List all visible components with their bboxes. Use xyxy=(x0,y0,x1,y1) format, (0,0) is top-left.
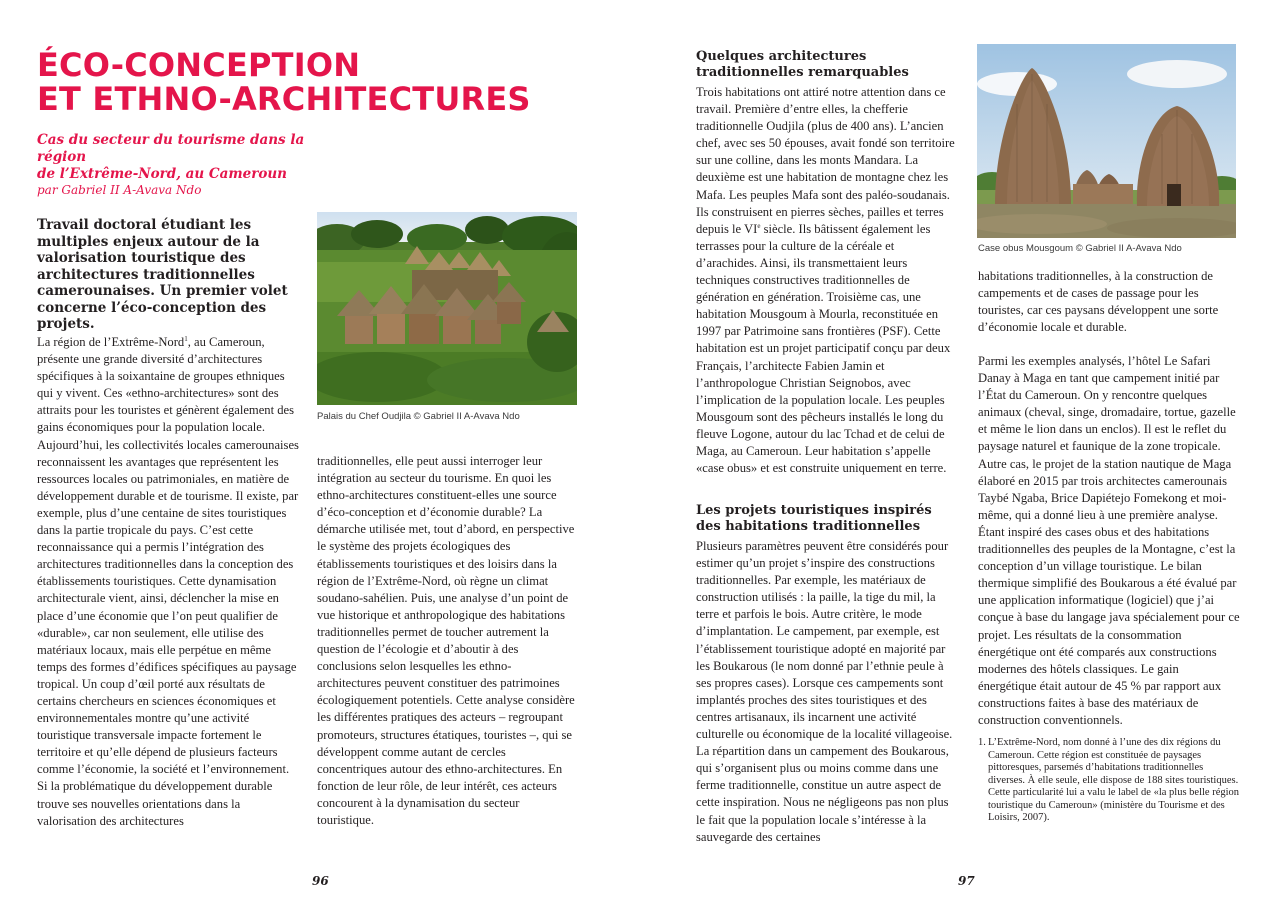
village-photo xyxy=(317,212,577,405)
article-title xyxy=(37,48,597,116)
body-column-4-part-2: Parmi les exemples analysés, l’hôtel Le Safari Danay à Maga en tant que campement initié par l’État du Cameroun. On y rencontre quelques animaux (cheval, singe, dromadaire, tortue, gazelle et même le lion dans un enclos). Il est le reflet du paysage naturel et faunique de la zone tropicale. Autre cas, le projet de la station nautique de Maga élaboré en 2015 par trois architectes camerounais Taybé Ngaba, Brice Dapiétejo Fomekong et moi-même, qui a donné lieu à une première analyse. Étant inspiré des cases obus et des habitations traditionnelles des peuples de la Montagne, c’est la conception d’un village touristique. Le bilan thermique simplifié des Boukarous a été évalué par une application informatique (logiciel) que j’ai conçue à base du langage java spécialement pour ce projet. Les résultats de la consommation énergétique ont été comparés aux constructions modernes des hôtels classiques. Le gain énergétique était autour de 45 % par rapport aux constructions faites à base des matériaux de construction conventionnels. xyxy=(978,354,1240,727)
body-column-2: traditionnelles, elle peut aussi interroger leur intégration au secteur du tourisme. En quoi les ethno-architectures constituent-elles une source d’éco-conception et d’économie durable? La démarche utilisée met, tout d’abord, en perspective le système des projets écologiques des établissements touristiques et des loisirs dans la région de l’Extrême-Nord, où règne un climat soudano-sahélien. Puis, une analyse d’un point de vue historique et anthropologique des habitations traditionnelles permet de toucher autrement la question de l’écologie et d’aboutir à des conclusions selon lesquelles les ethno-architectures peuvent constituer des patrimoines écologiquement potentiels. Cette analyse considère les différentes pratiques des acteurs – regroupant promoteurs, structures étatiques, touristes –, qui se développent comme autant de cercles concentriques autour des ethno-architectures. En fonction de leur rôle, de leur intérêt, ces acteurs concourent à la dynamisation du secteur touristique. xyxy=(317,454,575,827)
title-line-1: ÉCO-CONCEPTION xyxy=(37,46,361,84)
body-column-4-part-1: habitations traditionnelles, à la construction de campements et de cases de passage pour les touristes, car ces paysans développent une sorte d’économie locale et durable. xyxy=(978,269,1219,335)
footnote-text: L’Extrême-Nord, nom donné à l’une des dix régions du Cameroun. Cette région est constituée de paysages pittoresques, parsemés d’habitations traditionnelles diverses. À elle seule, elle dispose de 188 sites touristiques. Cette particularité lui a valu le label de «la plus belle région touristique du Cameroun» (ministère du Tourisme et des Loisirs, 2007). xyxy=(988,737,1240,823)
footnote xyxy=(978,737,1240,825)
case-obus-photo xyxy=(977,44,1236,238)
author-byline: par Gabriel II A-Avava Ndo xyxy=(37,183,202,197)
page-number-left: 96 xyxy=(312,874,329,888)
footnote-number: 1. xyxy=(978,737,986,748)
body-column-3-section-1: Trois habitations ont attiré notre attention dans ce travail. Première d’entre elles, la chefferie traditionnelle Oudjila (plus de 400 ans). L’ancien chef, avec ses 50 épouses, avait fondé son territoire sur une colline, dans les monts Mandara. La deuxième est une habitation de montagne chez les Mafa. Les peuples Mafa sont des paléo-soudanais. Ils construisent en pierres sèches, pailles et terres depuis le VIe siècle. Ils bâtissent également les terrasses pour la culture de la céréale et d’arachides. Ainsi, ils transmettaient leurs techniques constructives traditionnelles de génération en génération. Troisième cas, une habitation Mousgoum à Mourla, reconstituée en 1997 par Patrimoine sans frontières (PSF). Cette habitation est un projet participatif conçu par deux Français, l’architecte Fabien Jamin et l’anthropologue Christian Seignobos, avec l’implication de la population locale. Les peuples Mousgoum sont des pêcheurs installés le long du fleuve Logone, autour du lac Tchad et de celui de Maga, au Cameroun. Leur habitation s’appelle «case obus» et est construite uniquement en terre. xyxy=(696,85,955,476)
photo-caption-case-obus: Case obus Mousgoum © Gabriel II A-Avava Ndo xyxy=(978,243,1182,254)
section-heading-tourism-projects: Les projets touristiques inspirés des habitations traditionnelles xyxy=(696,503,932,534)
photo-caption-village: Palais du Chef Oudjila © Gabriel II A-Avava Ndo xyxy=(317,411,520,422)
article-subtitle: Cas du secteur du tourisme dans la région de l’Extrême-Nord, au Cameroun xyxy=(37,132,305,182)
section-heading-remarkable-architectures: Quelques architectures traditionnelles remarquables xyxy=(696,49,909,80)
body-column-1: La région de l’Extrême-Nord$^1$, au Cameroun, présente une grande diversité d’architectures spécifiques à la soixantaine de groupes ethniques qui y vivent. Ces «ethno-architectures» sont des attraits pour les touristes et génèrent également des gains économiques pour la population locale. Aujourd’hui, les collectivités locales camerounaises reconnaissent les avantages que représentent les ressources locales ou patrimoniales, en matière de développement durable et de tourisme. Il existe, par exemple, plus d’une centaine de sites touristiques dans la partie tropicale du pays. C’est cette reconnaissance qui a permis l’intégration des architectures traditionnelles dans la conception des établissements touristiques. Cette dynamisation architecturale vient, ainsi, déclencher la mise en place d’une économie que l’on peut qualifier de «durable», car non seulement, elle utilise des matériaux locaux, mais elle perpétue en même temps des formes d’édifices spécifiques au paysage tropical. Un coup d’œil porté aux résultats de certains chercheurs en sciences économiques et environnementales montre qu’une activité touristique transversale impacte fortement le territoire et qu’elle dépend de plusieurs facteurs comme l’économie, la société et l’environnement. Si la problématique du développement durable trouve ses nouvelles orientations dans la valorisation des architectures xyxy=(37,334,299,828)
title-line-2: ET ETHNO-ARCHITECTURES xyxy=(37,80,531,118)
page-number-right: 97 xyxy=(958,874,975,888)
body-column-3-section-2: Plusieurs paramètres peuvent être considérés pour estimer qu’un projet s’inspire des constructions traditionnelles. Par exemple, les matériaux de construction utilisés : la paille, la tige du mil, la terre et parfois le bois. Autre critère, le mode d’implantation. Le campement, par exemple, est l’établissement touristique adopté en majorité par les Boukarous (le nom donné par l’ethnie peule à ses propres cases). Lorsque ces campements sont implantés proches des sites touristiques et des centres artisanaux, ils incarnent une activité culturelle ou économique de la localité villageoise. La répartition dans un campement des Boukarous, qui s’organisent plus ou moins comme dans une ferme traditionnelle, constitue un autre aspect de cette inspiration. Nous ne négligeons pas non plus le fait que la population locale s’intéresse à la sauvegarde des certaines xyxy=(696,539,953,844)
lead-paragraph: Travail doctoral étudiant les multiples enjeux autour de la valorisation touristique des architectures traditionnelles camerounaises. Un premier volet concerne l’éco-conception des projets. xyxy=(37,217,288,332)
